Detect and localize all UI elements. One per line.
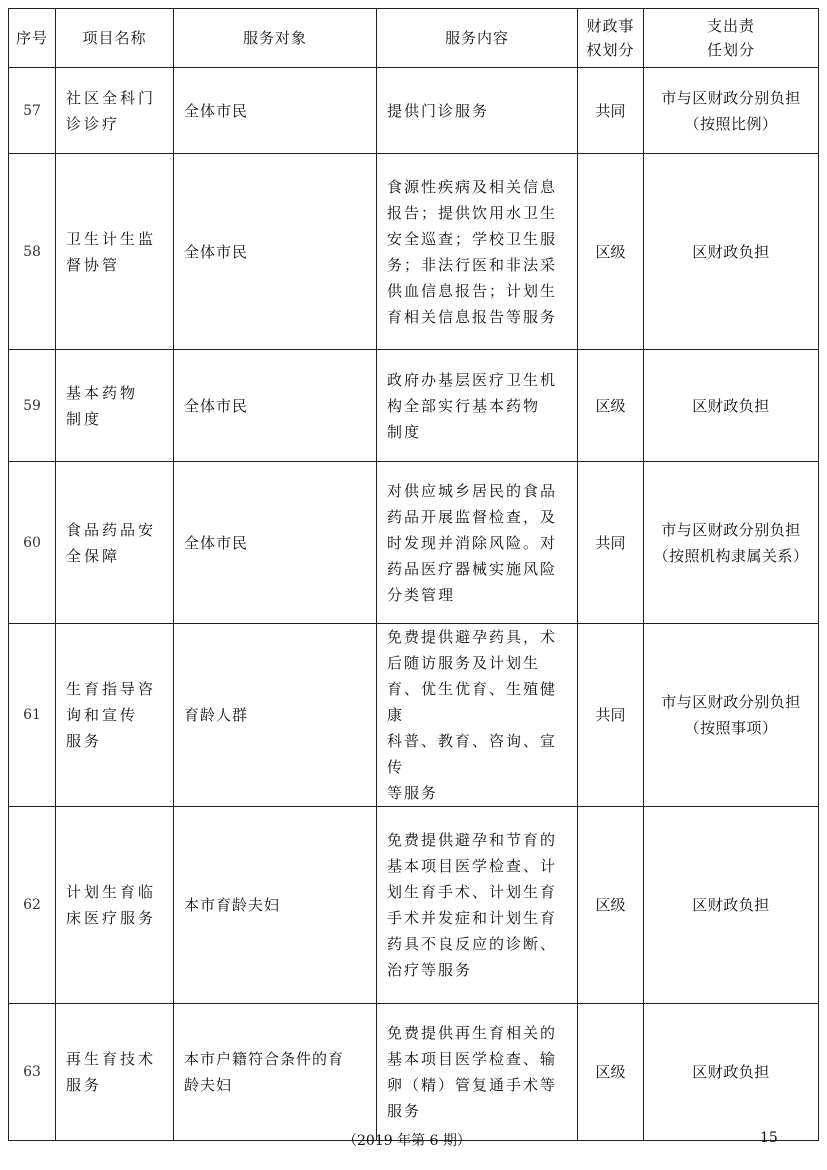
service-target: 全体市民 (174, 350, 377, 462)
issue-label: （2019 年第 6 期） (343, 1133, 471, 1149)
project-name: 生育指导咨 询和宣传 服务 (56, 624, 174, 807)
page-number: 15 (760, 1130, 778, 1146)
project-name: 卫生计生监 督协管 (56, 154, 174, 350)
service-content: 对供应城乡居民的食品 药品开展监督检查，及 时发现并消除风险。对 药品医疗器械实施风险 分类管理 (377, 462, 578, 624)
service-target: 本市育龄夫妇 (174, 807, 377, 1004)
row-number: 63 (9, 1004, 56, 1141)
expenditure-responsibility: 区财政负担 (644, 807, 819, 1004)
service-target: 育龄人群 (174, 624, 377, 807)
service-content: 免费提供再生育相关的 基本项目医学检查、输 卵（精）管复通手术等 服务 (377, 1004, 578, 1141)
row-number: 61 (9, 624, 56, 807)
table-row (9, 154, 819, 350)
table-row (9, 68, 819, 154)
project-name: 基本药物 制度 (56, 350, 174, 462)
expenditure-responsibility: 区财政负担 (644, 154, 819, 350)
header-fiscal-division-line1: 财政事 (586, 17, 635, 35)
header-fiscal-division-line2: 权划分 (586, 41, 635, 59)
header-target: 服务对象 (174, 9, 377, 68)
service-target: 全体市民 (174, 462, 377, 624)
expenditure-responsibility: 区财政负担 (644, 350, 819, 462)
fiscal-division: 区级 (578, 350, 644, 462)
table-header-row (9, 9, 819, 68)
service-table-container (8, 8, 818, 1141)
fiscal-division: 共同 (578, 68, 644, 154)
service-target: 本市户籍符合条件的育 龄夫妇 (174, 1004, 377, 1141)
project-name: 再生育技术 服务 (56, 1004, 174, 1141)
header-no: 序号 (9, 9, 56, 68)
page-footer (0, 1130, 827, 1154)
header-fiscal-division (578, 9, 644, 68)
service-content: 免费提供避孕和节育的 基本项目医学检查、计 划生育手术、计划生育 手术并发症和计划生育 药具不良反应的诊断、 治疗等服务 (377, 807, 578, 1004)
table-row (9, 624, 819, 807)
header-responsibility-line1: 支出责 (706, 17, 755, 35)
row-number: 59 (9, 350, 56, 462)
expenditure-responsibility: 市与区财政分别负担 （按照比例） (644, 68, 819, 154)
row-number: 58 (9, 154, 56, 350)
expenditure-responsibility: 市与区财政分别负担 （按照事项） (644, 624, 819, 807)
fiscal-division: 共同 (578, 624, 644, 807)
table-row (9, 807, 819, 1004)
service-content: 免费提供避孕药具，术 后随访服务及计划生 育、优生优育、生殖健康 科普、教育、咨询、宣传 等服务 (377, 624, 578, 807)
header-content: 服务内容 (377, 9, 578, 68)
table-row (9, 350, 819, 462)
service-content: 提供门诊服务 (377, 68, 578, 154)
service-target: 全体市民 (174, 68, 377, 154)
row-number: 62 (9, 807, 56, 1004)
expenditure-responsibility: 市与区财政分别负担 （按照机构隶属关系） (644, 462, 819, 624)
row-number: 60 (9, 462, 56, 624)
fiscal-division: 区级 (578, 154, 644, 350)
fiscal-division: 区级 (578, 807, 644, 1004)
header-responsibility (644, 9, 819, 68)
project-name: 食品药品安 全保障 (56, 462, 174, 624)
project-name: 社区全科门 诊诊疗 (56, 68, 174, 154)
service-target: 全体市民 (174, 154, 377, 350)
row-number: 57 (9, 68, 56, 154)
table-row (9, 1004, 819, 1141)
project-name: 计划生育临 床医疗服务 (56, 807, 174, 1004)
table-row (9, 462, 819, 624)
public-service-table (8, 8, 819, 1141)
fiscal-division: 区级 (578, 1004, 644, 1141)
fiscal-division: 共同 (578, 462, 644, 624)
header-name: 项目名称 (56, 9, 174, 68)
expenditure-responsibility: 区财政负担 (644, 1004, 819, 1141)
header-responsibility-line2: 任划分 (706, 41, 755, 59)
service-content: 政府办基层医疗卫生机 构全部实行基本药物 制度 (377, 350, 578, 462)
service-content: 食源性疾病及相关信息 报告；提供饮用水卫生 安全巡查；学校卫生服 务；非法行医和非法采 供血信息报告；计划生 育相关信息报告等服务 (377, 154, 578, 350)
